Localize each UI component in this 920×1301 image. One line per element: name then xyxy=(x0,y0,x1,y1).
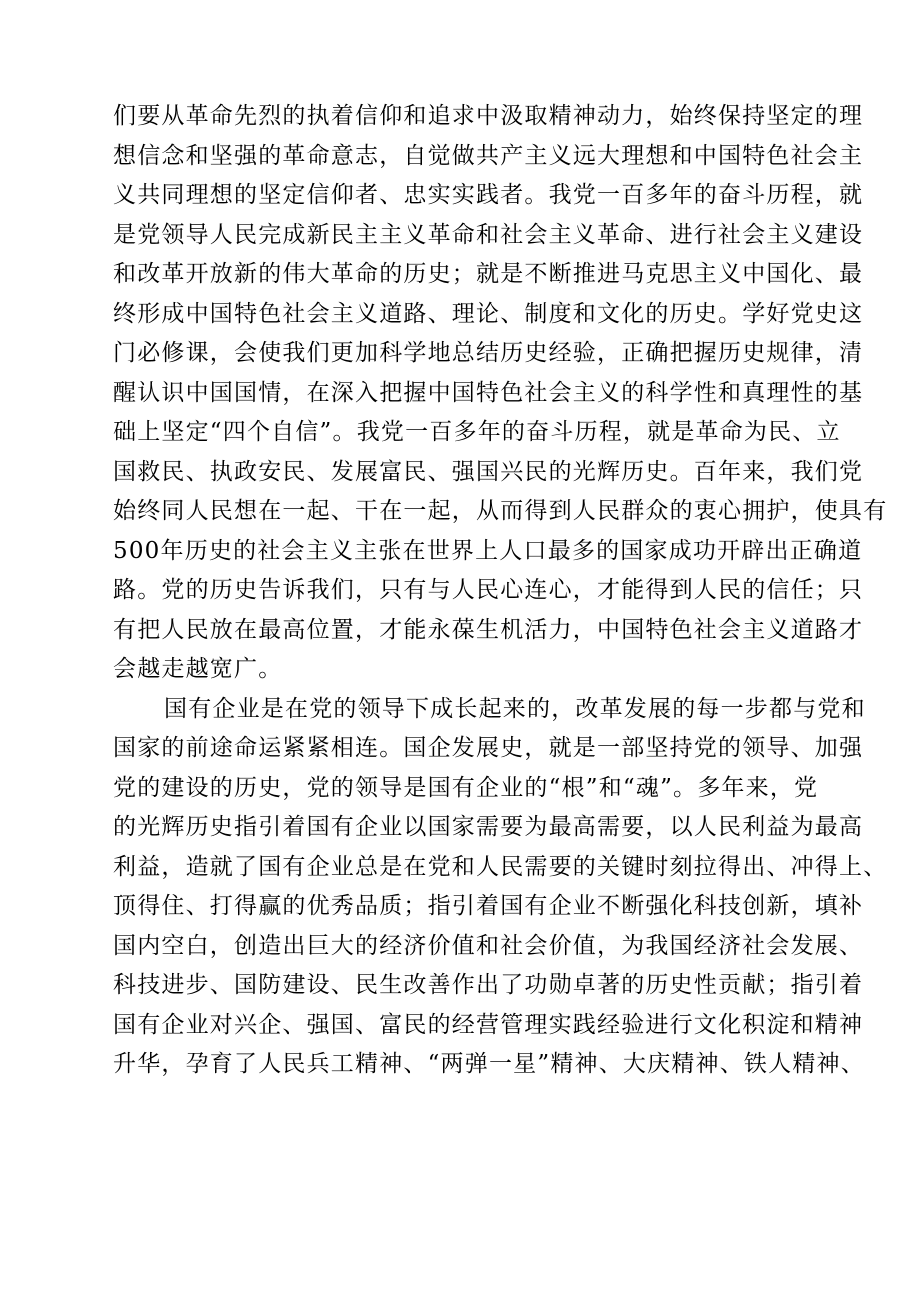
text-line: 会越走越宽广。 xyxy=(113,656,283,682)
text-line: 国有企业是在党的领导下成长起来的，改革发展的每一步都与党和 xyxy=(164,695,866,722)
text-line: 的光辉历史指引着国有企业以国家需要为最高需要，以人民利益为最高 xyxy=(113,814,864,840)
text-line: 和改革开放新的伟大革命的历史；就是不断推进马克思主义中国化、最 xyxy=(113,261,864,287)
text-line: 升华，孕育了人民兵工精神、“两弹一星”精神、大庆精神、铁人精神、 xyxy=(113,1051,865,1077)
text-line: 国有企业对兴企、强国、富民的经营管理实践经验进行文化积淀和精神 xyxy=(113,1011,864,1038)
text-line: 们要从革命先烈的执着信仰和追求中汲取精神动力，始终保持坚定的理 xyxy=(113,103,864,129)
text-line: 义共同理想的坚定信仰者、忠实实践者。我党一百多年的奋斗历程，就 xyxy=(113,182,864,208)
text-line: 利益，造就了国有企业总是在党和人民需要的关键时刻拉得出、冲得上、 xyxy=(113,853,888,880)
text-line: 国救民、执政安民、发展富民、强国兴民的光辉历史。百年来，我们党 xyxy=(113,458,864,485)
paragraph-1 xyxy=(113,97,888,690)
text-line: 有把人民放在最高位置，才能永葆生机活力，中国特色社会主义道路才 xyxy=(113,616,864,643)
text-line: 终形成中国特色社会主义道路、理论、制度和文化的历史。学好党史这 xyxy=(113,300,864,327)
text-line: 是党领导人民完成新民主主义革命和社会主义革命、进行社会主义建设 xyxy=(113,221,864,248)
text-line: 科技进步、国防建设、民生改善作出了功勋卓著的历史性贡献；指引着 xyxy=(113,972,864,998)
paragraph-2 xyxy=(113,690,888,1085)
text-line: 国内空白，创造出巨大的经济价值和社会价值，为我国经济社会发展、 xyxy=(113,932,864,959)
text-line: 顶得住、打得赢的优秀品质；指引着国有企业不断强化科技创新，填补 xyxy=(113,893,864,919)
body-text xyxy=(113,97,888,1085)
text-line: 础上坚定“四个自信”。我党一百多年的奋斗历程，就是革命为民、立 xyxy=(113,419,841,445)
text-line: 醒认识中国国情，在深入把握中国特色社会主义的科学性和真理性的基 xyxy=(113,379,864,406)
text-line: 始终同人民想在一起、干在一起，从而得到人民群众的衷心拥护，使具有 xyxy=(113,498,888,524)
text-line: 想信念和坚强的革命意志，自觉做共产主义远大理想和中国特色社会主 xyxy=(113,142,864,169)
text-line: 门必修课，会使我们更加科学地总结历史经验，正确把握历史规律，清 xyxy=(113,340,864,366)
text-line: 500年历史的社会主义主张在世界上人口最多的国家成功开辟出正确道 xyxy=(113,537,863,564)
text-line: 党的建设的历史，党的领导是国有企业的“根”和“魂”。多年来，党 xyxy=(113,774,819,801)
text-line: 路。党的历史告诉我们，只有与人民心连心，才能得到人民的信任；只 xyxy=(113,577,864,603)
text-line: 国家的前途命运紧紧相连。国企发展史，就是一部坚持党的领导、加强 xyxy=(113,735,864,761)
